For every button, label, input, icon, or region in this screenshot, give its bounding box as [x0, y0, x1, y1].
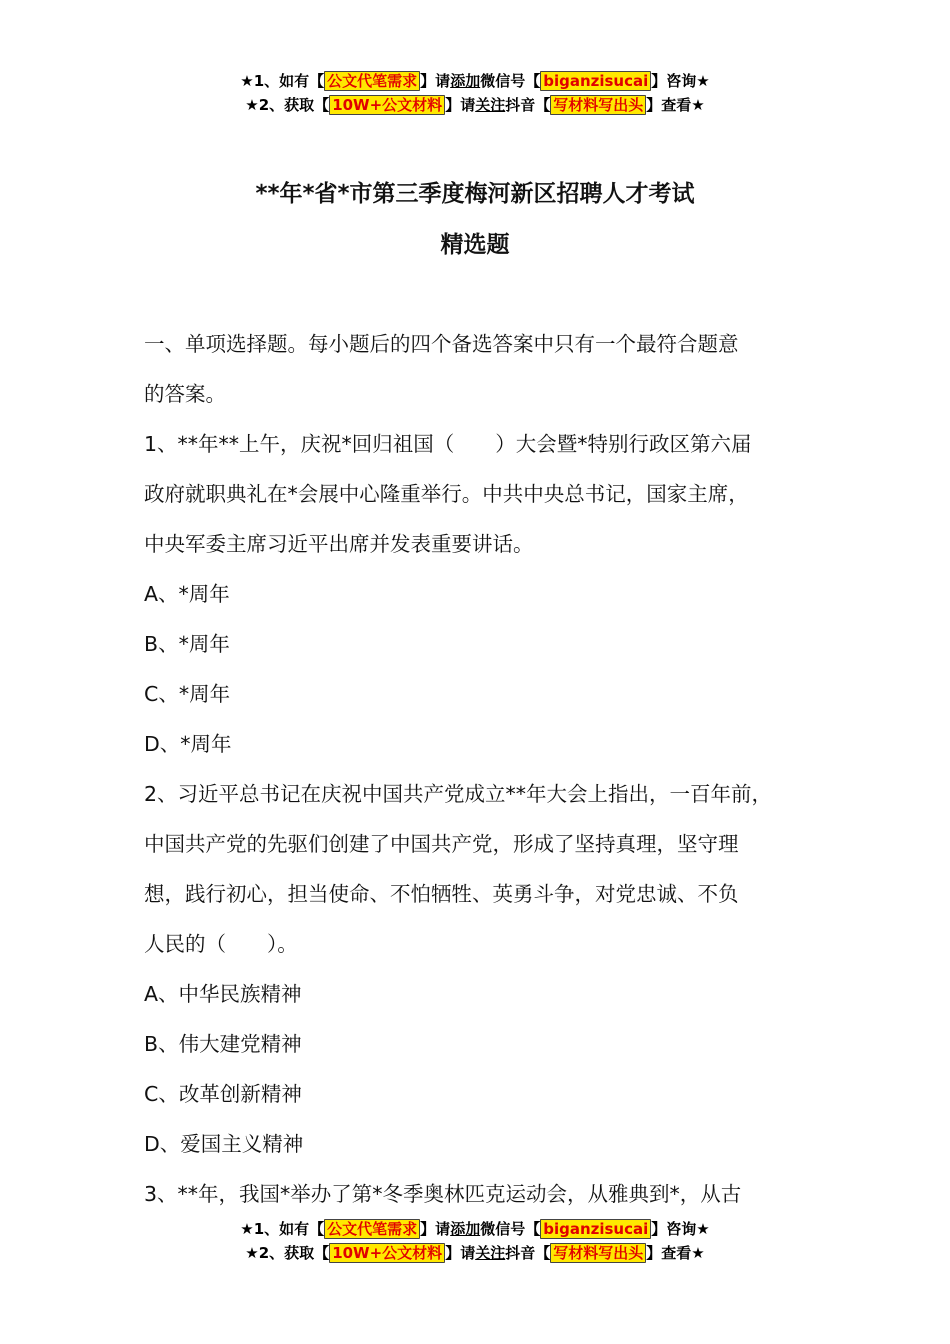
banner-emphasis: 添加	[450, 72, 481, 90]
banner-highlight: 写材料写出头	[550, 1243, 646, 1263]
banner-highlight: biganzisucai	[540, 1219, 651, 1239]
banner-line-2	[0, 93, 950, 117]
question-2-text: 中国共产党的先驱们创建了中国共产党，形成了坚持真理，坚守理	[144, 832, 739, 856]
banner-text: 抖音【	[505, 1244, 551, 1262]
banner-text: 抖音【	[505, 96, 551, 114]
title-line-1: **年*省*市第三季度梅河新区招聘人才考试	[255, 181, 695, 207]
banner-highlight: biganzisucai	[540, 71, 651, 91]
question-2-option-a: A、中华民族精神	[144, 982, 302, 1006]
question-1-text: 政府就职典礼在*会展中心隆重举行。中共中央总书记，国家主席，	[144, 482, 749, 506]
question-2-text: 想，践行初心，担当使命、不怕牺牲、英勇斗争，对党忠诚、不负	[144, 882, 739, 906]
question-2-text: 人民的（ ）。	[144, 932, 298, 956]
banner-text: ★1、如有【	[240, 72, 325, 90]
question-1-option-d: D、*周年	[144, 732, 232, 756]
banner-text: ★2、获取【	[245, 96, 330, 114]
banner-highlight: 公文代笔需求	[324, 71, 420, 91]
top-banner	[0, 69, 950, 117]
title-line-2: 精选题	[440, 232, 510, 258]
question-2-option-d: D、爱国主义精神	[144, 1132, 304, 1156]
question-1-option-a: A、*周年	[144, 582, 230, 606]
question-1-text: 1、**年**上午，庆祝*回归祖国（ ）大会暨*特别行政区第六届	[144, 432, 752, 456]
document-title	[0, 179, 950, 209]
banner-highlight: 10W+公文材料	[329, 95, 445, 115]
section-heading: 一、单项选择题。每小题后的四个备选答案中只有一个最符合题意	[144, 332, 739, 356]
question-1-text: 中央军委主席习近平出席并发表重要讲话。	[144, 532, 534, 556]
banner-text: 微信号【	[480, 72, 541, 90]
question-2-option-b: B、伟大建党精神	[144, 1032, 302, 1056]
banner-emphasis: 关注	[475, 96, 506, 114]
banner-text: 】咨询★	[651, 72, 710, 90]
banner-text: 】查看★	[646, 1244, 705, 1262]
question-1-option-c: C、*周年	[144, 682, 231, 706]
document-subtitle	[0, 230, 950, 260]
section-heading-cont: 的答案。	[144, 382, 226, 406]
banner-line-2	[0, 1241, 950, 1265]
banner-text: 】查看★	[646, 96, 705, 114]
banner-text: 】请	[420, 1220, 451, 1238]
banner-text: ★2、获取【	[245, 1244, 330, 1262]
banner-text: ★1、如有【	[240, 1220, 325, 1238]
banner-text: 】请	[420, 72, 451, 90]
banner-text: 微信号【	[480, 1220, 541, 1238]
banner-highlight: 公文代笔需求	[324, 1219, 420, 1239]
banner-highlight: 10W+公文材料	[329, 1243, 445, 1263]
question-2-text: 2、习近平总书记在庆祝中国共产党成立**年大会上指出，一百年前，	[144, 782, 773, 806]
question-content	[144, 319, 844, 1219]
banner-emphasis: 关注	[475, 1244, 506, 1262]
banner-line-1	[0, 1217, 950, 1241]
banner-line-1	[0, 69, 950, 93]
banner-text: 】咨询★	[651, 1220, 710, 1238]
bottom-banner	[0, 1217, 950, 1265]
banner-text: 】请	[445, 1244, 476, 1262]
question-1-option-b: B、*周年	[144, 632, 230, 656]
banner-highlight: 写材料写出头	[550, 95, 646, 115]
banner-emphasis: 添加	[450, 1220, 481, 1238]
question-3-text: 3、**年，我国*举办了第*冬季奥林匹克运动会，从雅典到*，从古	[144, 1182, 742, 1206]
question-2-option-c: C、改革创新精神	[144, 1082, 302, 1106]
banner-text: 】请	[445, 96, 476, 114]
